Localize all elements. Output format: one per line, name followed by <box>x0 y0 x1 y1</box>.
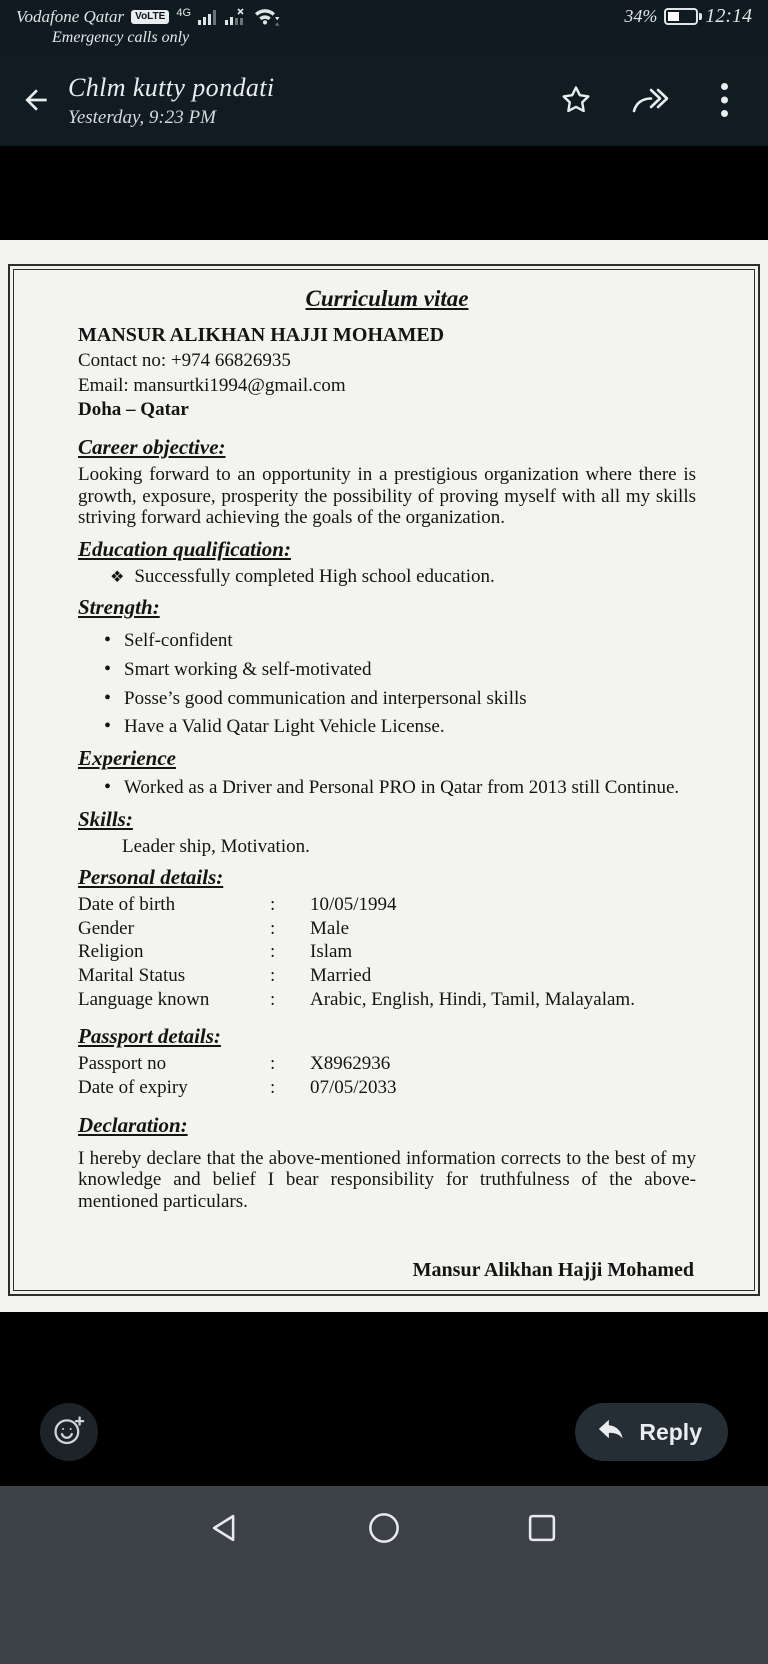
detail-value: 07/05/2033 <box>310 1077 397 1099</box>
back-button[interactable] <box>10 71 62 131</box>
reply-button[interactable] <box>575 1403 728 1461</box>
forward-button[interactable] <box>624 71 676 131</box>
strength-item-text: Self-confident <box>124 630 233 652</box>
forward-arrow-icon <box>631 84 669 119</box>
experience-item <box>78 777 696 799</box>
detail-colon: : <box>270 1053 276 1075</box>
carrier-label: Vodafone Qatar <box>16 6 125 26</box>
detail-row <box>78 989 696 1011</box>
passport-details-table <box>78 1053 696 1098</box>
cv-name: MANSUR ALIKHAN HAJJI MOHAMED <box>78 324 445 347</box>
battery-icon <box>664 8 698 25</box>
bullet-icon: • <box>104 775 112 798</box>
detail-row <box>78 1053 696 1075</box>
detail-label: Date of birth <box>78 894 176 916</box>
cv-location-line: Doha – Qatar <box>78 399 189 421</box>
cv-signature: Mansur Alikhan Hajji Mohamed <box>412 1258 694 1281</box>
education-heading: Education qualification: <box>78 536 291 561</box>
strength-item-text: Posse’s good communication and interpersonal skills <box>124 687 527 709</box>
emergency-calls-label: Emergency calls only <box>52 29 190 46</box>
nav-recents-square-icon <box>523 1509 561 1550</box>
detail-label: Date of expiry <box>78 1077 188 1099</box>
detail-label: Language known <box>78 988 210 1010</box>
header-titles <box>68 73 550 129</box>
detail-colon: : <box>270 1077 276 1099</box>
career-objective-text: Looking forward to an opportunity in a prestigious organization where there is growth, exposure, prosperity the possibility of proving myself with all my skills striving forward achieving the goals of the organization. <box>78 463 696 529</box>
app-header <box>0 56 768 146</box>
signal-strength-sim1-icon <box>198 8 218 26</box>
emergency-calls-row <box>16 29 752 47</box>
status-bar <box>0 0 768 56</box>
network-type-label: 4G <box>176 6 192 19</box>
nav-home-circle-icon <box>365 1509 403 1550</box>
experience-list <box>78 777 696 799</box>
detail-value: Islam <box>310 941 353 963</box>
strength-item <box>78 716 696 738</box>
skills-text: Leader ship, Motivation. <box>122 835 310 857</box>
declaration-heading: Declaration: <box>78 1112 188 1137</box>
detail-value: 10/05/1994 <box>310 894 397 916</box>
bullet-icon: • <box>104 658 112 681</box>
strength-item <box>78 659 696 681</box>
cv-contact-line: Contact no: +974 66826935 <box>78 350 291 372</box>
cv-title: Curriculum vitae <box>305 286 469 311</box>
signal-strength-sim2-no-service-icon <box>225 8 247 26</box>
detail-label: Passport no <box>78 1053 167 1075</box>
detail-colon: : <box>270 941 276 963</box>
overflow-menu-button[interactable] <box>698 71 750 131</box>
nav-back-triangle-icon <box>207 1509 245 1550</box>
strength-item-text: Smart working & self-motivated <box>124 659 372 681</box>
android-navigation-bar <box>0 1486 768 1664</box>
detail-row <box>78 941 696 963</box>
back-arrow-icon <box>20 84 52 119</box>
message-sender-title: Chlm kutty pondati <box>68 73 275 102</box>
bullet-icon: • <box>104 629 112 652</box>
personal-details-table <box>78 894 696 1010</box>
diamond-bullet-icon: ❖ <box>110 568 125 586</box>
detail-label: Gender <box>78 917 134 939</box>
add-reaction-button[interactable] <box>40 1403 98 1461</box>
detail-value: Male <box>310 917 350 939</box>
personal-details-heading: Personal details: <box>78 865 224 890</box>
nav-home-button[interactable] <box>361 1506 407 1552</box>
skills-heading: Skills: <box>78 806 133 831</box>
nav-back-button[interactable] <box>203 1506 249 1552</box>
clock-label: 12:14 <box>705 5 752 27</box>
detail-row <box>78 894 696 916</box>
status-bar-left <box>16 7 624 27</box>
detail-colon: : <box>270 917 276 939</box>
wifi-icon <box>254 7 280 26</box>
page-border-inner <box>13 269 755 1291</box>
detail-colon: : <box>270 894 276 916</box>
detail-value: X8962936 <box>310 1053 391 1075</box>
detail-row <box>78 1077 696 1099</box>
emoji-add-reaction-icon <box>52 1414 86 1451</box>
battery-percent-label: 34% <box>624 6 658 26</box>
reply-arrow-icon <box>597 1416 627 1448</box>
passport-details-heading: Passport details: <box>78 1024 221 1049</box>
star-icon <box>559 83 593 120</box>
header-actions <box>550 71 758 131</box>
detail-label: Religion <box>78 941 144 963</box>
strength-heading: Strength: <box>78 595 160 620</box>
page-border-frame <box>8 264 760 1296</box>
cv-content <box>78 286 696 1281</box>
nav-recents-button[interactable] <box>519 1506 565 1552</box>
message-timestamp: Yesterday, 9:23 PM <box>68 107 216 128</box>
message-actions-bar <box>0 1400 768 1464</box>
detail-label: Marital Status <box>78 965 186 987</box>
declaration-text: I hereby declare that the above-mentioned information corrects to the best of my knowledge and belief I bear responsibility for truthfulness of the above-mentioned particulars. <box>78 1147 696 1212</box>
battery-fill <box>668 12 678 21</box>
strength-item <box>78 688 696 710</box>
strength-item-text: Have a Valid Qatar Light Vehicle License. <box>124 716 445 738</box>
kebab-menu-icon <box>720 82 729 121</box>
status-bar-row <box>16 5 752 28</box>
status-bar-right <box>624 5 752 28</box>
experience-item-text: Worked as a Driver and Personal PRO in Qatar from 2013 still Continue. <box>124 776 680 798</box>
experience-heading: Experience <box>78 746 176 771</box>
detail-row <box>78 918 696 940</box>
detail-colon: : <box>270 988 276 1010</box>
detail-colon: : <box>270 965 276 987</box>
detail-value: Married <box>310 965 372 987</box>
education-item-text: Successfully completed High school education. <box>134 565 495 587</box>
strength-item <box>78 630 696 652</box>
star-message-button[interactable] <box>550 71 602 131</box>
reply-label: Reply <box>639 1418 702 1445</box>
strength-list <box>78 630 696 738</box>
detail-row <box>78 965 696 987</box>
career-objective-heading: Career objective: <box>78 434 226 459</box>
cv-document-image[interactable] <box>0 240 768 1312</box>
bullet-icon: • <box>104 715 112 738</box>
cv-email-line: Email: mansurtki1994@gmail.com <box>78 374 346 396</box>
bullet-icon: • <box>104 686 112 709</box>
detail-value: Arabic, English, Hindi, Tamil, Malayalam. <box>310 988 635 1010</box>
education-item <box>78 566 696 588</box>
volte-badge: VoLTE <box>131 10 169 24</box>
